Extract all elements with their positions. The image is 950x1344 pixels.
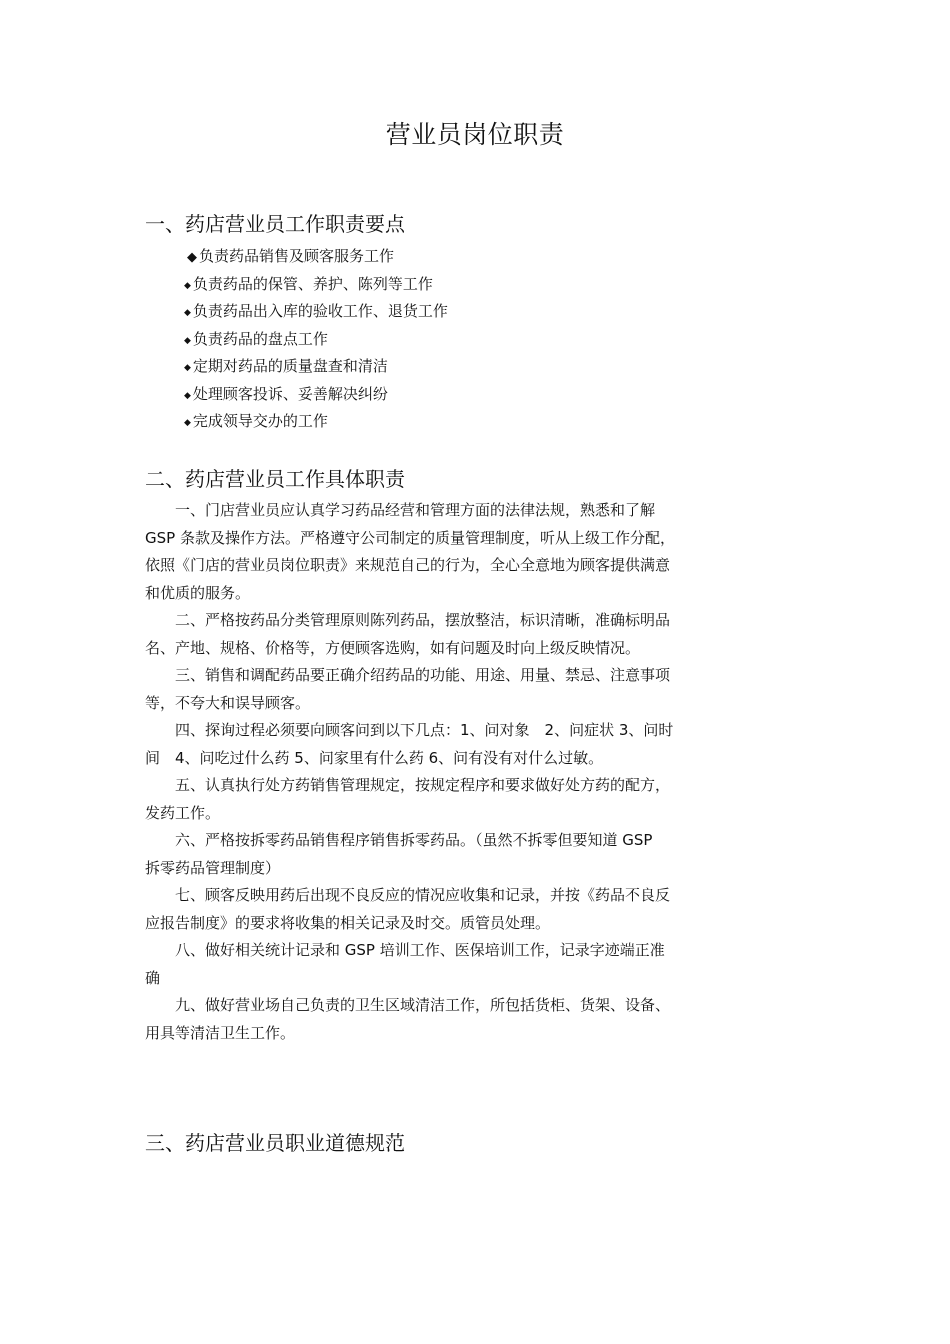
list-item: ◆ 负责药品的盘点工作 — [184, 326, 448, 354]
paragraph-line: 拆零药品管理制度） — [145, 858, 281, 877]
paragraph-line: 六、严格按拆零药品销售程序销售拆零药品。（虽然不拆零但要知道 GSP — [145, 831, 653, 849]
diamond-bullet-icon: ◆ — [184, 280, 191, 291]
list-item: ◆ 处理顾客投诉、妥善解决纠纷 — [184, 381, 448, 409]
paragraph-line: 间 4、问吃过什么药 5、问家里有什么药 6、问有没有对什么过敏。 — [145, 748, 604, 767]
paragraph-line: 三、销售和调配药品要正确介绍药品的功能、用途、用量、禁忌、注意事项 — [145, 666, 671, 684]
document-title: 营业员岗位职责 — [385, 120, 565, 149]
paragraph-line: 一、门店营业员应认真学习药品经营和管理方面的法律法规，熟悉和了解 — [145, 501, 656, 519]
diamond-bullet-icon: ◆ — [187, 250, 197, 265]
paragraph-line: 七、顾客反映用药后出现不良反应的情况应收集和记录，并按《药品不良反 — [145, 886, 671, 904]
duty-paragraph-8 — [145, 937, 765, 992]
paragraph-line: 确 — [145, 968, 161, 987]
list-item: ◆ 负责药品销售及顾客服务工作 — [184, 243, 448, 271]
duty-paragraph-6 — [145, 827, 765, 882]
section-1-bullet-list — [184, 243, 448, 436]
list-item: ◆ 完成领导交办的工作 — [184, 408, 448, 436]
paragraph-line: 五、认真执行处方药销售管理规定，按规定程序和要求做好处方药的配方， — [145, 776, 671, 794]
duty-paragraph-5 — [145, 772, 765, 827]
paragraph-line: 四、探询过程必须要向顾客问到以下几点：1、问对象 2、问症状 3、问时 — [145, 721, 674, 739]
section-1-heading: 一、药店营业员工作职责要点 — [145, 212, 405, 236]
paragraph-line: 九、做好营业场自己负责的卫生区域清洁工作，所包括货柜、货架、设备、 — [145, 996, 671, 1014]
duty-paragraph-4 — [145, 717, 765, 772]
paragraph-line: 和优质的服务。 — [145, 583, 251, 602]
section-2-heading: 二、药店营业员工作具体职责 — [145, 467, 405, 491]
diamond-bullet-icon: ◆ — [184, 335, 191, 346]
paragraph-line: 二、严格按药品分类管理原则陈列药品，摆放整洁，标识清晰，准确标明品 — [145, 611, 671, 629]
list-item: ◆ 负责药品的保管、养护、陈列等工作 — [184, 271, 448, 299]
diamond-bullet-icon: ◆ — [184, 363, 191, 373]
diamond-bullet-icon: ◆ — [184, 308, 191, 318]
diamond-bullet-icon: ◆ — [184, 418, 191, 428]
duty-paragraph-7 — [145, 882, 765, 937]
list-item: ◆ 定期对药品的质量盘查和清洁 — [184, 353, 448, 381]
duty-paragraph-2 — [145, 607, 765, 662]
paragraph-line: 等，不夸大和误导顾客。 — [145, 693, 311, 712]
diamond-bullet-icon: ◆ — [184, 390, 191, 401]
paragraph-line: 八、做好相关统计记录和 GSP 培训工作、医保培训工作，记录字迹端正准 — [145, 941, 665, 959]
paragraph-line: 用具等清洁卫生工作。 — [145, 1023, 296, 1042]
section-3-heading: 三、药店营业员职业道德规范 — [145, 1131, 405, 1155]
duty-paragraph-9 — [145, 992, 765, 1047]
paragraph-line: 发药工作。 — [145, 803, 221, 822]
duty-paragraph-1 — [145, 497, 765, 607]
duty-paragraph-3 — [145, 662, 765, 717]
paragraph-line: GSP 条款及操作方法。严格遵守公司制定的质量管理制度，听从上级工作分配， — [145, 528, 675, 547]
paragraph-line: 名、产地、规格、价格等，方便顾客选购，如有问题及时向上级反映情况。 — [145, 638, 641, 657]
list-item: ◆ 负责药品出入库的验收工作、退货工作 — [184, 298, 448, 326]
paragraph-line: 应报告制度》的要求将收集的相关记录及时交。质管员处理。 — [145, 913, 551, 932]
paragraph-line: 依照《门店的营业员岗位职责》来规范自己的行为，全心全意地为顾客提供满意 — [145, 556, 671, 574]
